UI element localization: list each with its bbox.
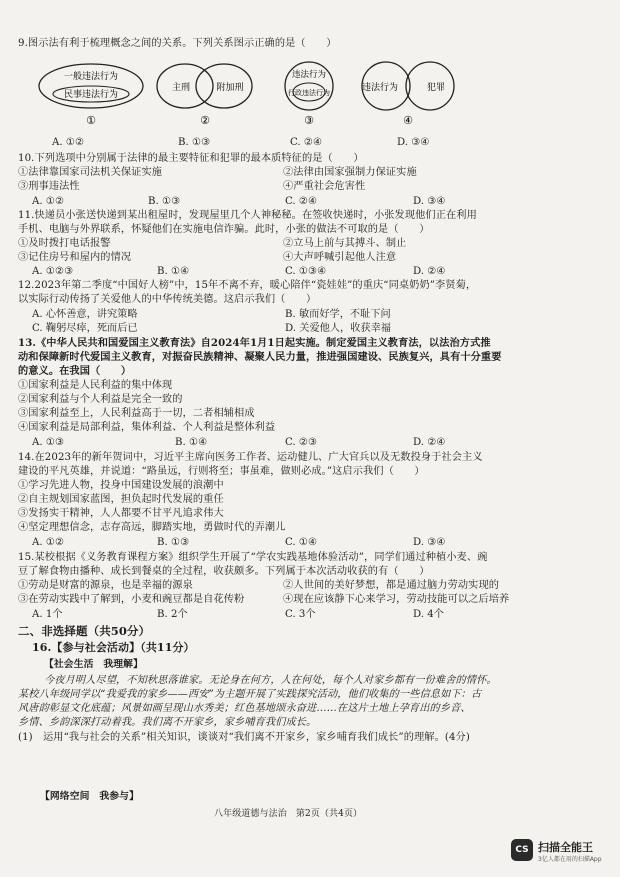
scanner-name: 扫描全能王 — [538, 841, 593, 854]
q11-item-3: ③记住房号和屋内的情况 — [18, 252, 132, 263]
q16-subquestion-1: (1) 运用“我与社会的关系”相关知识，谈谈对“我们离不开家乡，家乡哺育我们成长”的理解。(4分) — [18, 732, 470, 743]
q16-title: 16.【参与社会活动】（共11分） — [32, 641, 195, 654]
q14-line-1: 14.在2023年的新年贺词中，习近平主席向医务工作者、运动健儿、广大官兵以及无数投身于社会主义 — [18, 452, 483, 463]
q10-option-a[interactable]: A. ①② — [32, 196, 65, 207]
q16-paragraph-line-2: 某校八年级同学以“我爱我的家乡——西安”为主题开展了实践探究活动，他们收集的一些信息如下：古 — [18, 689, 482, 700]
q16-next-section: 【网络空间 我参与】 — [40, 791, 139, 802]
q11-line-1: 11.快递员小张送快递到某出租屋时，发现屋里几个人神秘秘。在签收快递时，小张发现他们正在利用 — [18, 210, 477, 221]
diagram-3-inner-label: 行政违法行为 — [288, 89, 330, 97]
q11-option-c[interactable]: C. ①③④ — [285, 266, 327, 277]
q16-paragraph-line-1: 今夜月明人尽望，不知秋思落谁家。无论身在何方，人在何处，每个人对家乡都有一份难舍的情怀。 — [44, 675, 497, 686]
q9-option-c[interactable]: C. ②④ — [290, 137, 323, 148]
q10-item-2: ②法律由国家强制力保证实施 — [283, 167, 417, 178]
q11-line-2: 手机、电脑与外界联系，怀疑他们在实施电信诈骗。此时，小张的做法不可取的是（ ） — [18, 224, 430, 235]
q11-option-a[interactable]: A. ①②③ — [32, 266, 74, 277]
diagram-2-right-label: 附加刑 — [216, 83, 244, 93]
diagram-3-number: ③ — [304, 114, 314, 127]
diagram-1-inner-label: 民事违法行为 — [63, 90, 119, 100]
q15-option-c[interactable]: C. 3个 — [285, 609, 316, 620]
q15-option-a[interactable]: A. 1个 — [32, 609, 63, 620]
q16-subtitle: 【社会生活 我理解】 — [44, 659, 143, 670]
q14-option-b[interactable]: B. ①③ — [157, 537, 190, 548]
q13-option-d[interactable]: D. ②④ — [413, 437, 446, 448]
q10-option-b[interactable]: B. ①③ — [148, 196, 181, 207]
q11-item-2: ②立马上前与其搏斗、制止 — [283, 238, 407, 249]
q13-line-1: 13.《中华人民共和国爱国主义教育法》自2024年1月1日起实施。制定爱国主义教育法，以法治方式推 — [18, 337, 491, 349]
q15-item-2: ②人世间的美好梦想，都是通过脑力劳动实现的 — [283, 580, 500, 591]
diagram-4-number: ④ — [403, 114, 413, 127]
q16-paragraph-line-3: 风唐韵彰显文化底蕴；风景如画呈现山水秀美；红色基地颂永奋进……在这片土地上孕育出的乡音、 — [18, 703, 471, 714]
q13-item-2: ②国家利益与个人利益是完全一致的 — [18, 394, 183, 405]
q10-option-d[interactable]: D. ③④ — [413, 196, 446, 207]
q9-option-b[interactable]: B. ①③ — [178, 137, 211, 148]
q13-option-b[interactable]: B. ①④ — [175, 437, 208, 448]
diagram-1-outer-label: 一般违法行为 — [63, 72, 119, 82]
q10-stem: 10.下列选项中分别属于法律的最主要特征和犯罪的最本质特征的是（ ） — [18, 153, 364, 164]
section-2-heading: 二、非选择题（共50分） — [18, 624, 151, 638]
q13-option-c[interactable]: C. ②③ — [285, 437, 318, 448]
q14-item-3: ③发扬实干精神，人人都要不甘平凡追求伟大 — [18, 508, 224, 519]
q11-item-4: ④大声呼喊引起他人注意 — [283, 252, 397, 263]
q15-item-4: ④现在应该静下心来学习，劳动技能可以之后培养 — [283, 594, 510, 605]
q15-line-2: 豆了解食物由播种、成长到餐桌的全过程，收获颇多。下列属于本次活动收获的有（ ） — [18, 566, 430, 577]
diagram-2 — [157, 64, 252, 127]
scanner-watermark — [511, 837, 606, 867]
q12-option-b[interactable]: B. 敏而好学，不耻下问 — [285, 309, 391, 320]
q10-item-3: ③刑事违法性 — [18, 181, 80, 192]
q10-item-1: ①法律靠国家司法机关保证实施 — [18, 167, 163, 178]
q15-item-3: ③在劳动实践中了解到，小麦和豌豆都是自花传粉 — [18, 594, 245, 605]
q13-item-3: ③国家利益至上，人民利益高于一切，二者相辅相成 — [18, 408, 255, 419]
q14-item-1: ①学习先进人物，投身中国建设发展的浪潮中 — [18, 480, 224, 491]
q11-option-b[interactable]: B. ①④ — [157, 266, 190, 277]
q9-stem: 9.图示法有利于梳理概念之间的关系。下列关系图示正确的是（ ） — [18, 38, 337, 49]
diagram-2-left-label: 主刑 — [171, 83, 191, 93]
q11-option-d[interactable]: D. ②④ — [413, 266, 446, 277]
scanner-tagline: 3亿人都在用的扫描App — [538, 856, 602, 863]
q11-item-1: ①及时拨打电话报警 — [18, 238, 111, 249]
q15-option-d[interactable]: D. 4个 — [413, 609, 444, 620]
q10-option-c[interactable]: C. ②④ — [285, 196, 318, 207]
diagram-4 — [362, 62, 454, 127]
q14-item-2: ②自主规划国家蓝图，担负起时代发展的重任 — [18, 494, 224, 505]
diagram-2-number: ② — [200, 114, 210, 127]
q12-line-1: 12.2023年第二季度“中国好人榜”中，15年不离不弃，暖心陪伴“瓷娃娃”的重庆“同桌奶奶”李贤菊， — [18, 280, 477, 291]
q9-option-d[interactable]: D. ③④ — [397, 137, 430, 148]
q15-item-1: ①劳动是财富的源泉，也是幸福的源泉 — [18, 580, 193, 591]
q10-item-4: ④严重社会危害性 — [283, 181, 366, 192]
diagram-1-number: ① — [86, 114, 96, 127]
q12-option-c[interactable]: C. 鞠躬尽瘁，死而后已 — [32, 323, 138, 334]
q13-option-a[interactable]: A. ①③ — [32, 437, 65, 448]
q15-line-1: 15.某校根据《义务教育课程方案》组织学生开展了“学农实践基地体验活动”，同学们通过种植小麦、豌 — [18, 552, 488, 563]
q13-item-4: ④国家利益是局部利益，集体利益、个人利益是整体利益 — [18, 422, 276, 433]
scanner-logo-icon: CS — [511, 839, 533, 861]
diagram-4-left-label: 违法行为 — [361, 83, 399, 93]
q14-line-2: 建设的平凡英雄，并说道：“路虽远，行则将至；事虽难，做则必成。”这启示我们（ ） — [18, 466, 425, 477]
q13-line-2: 动和保障新时代爱国主义教育，对振奋民族精神、凝聚人民力量，推进强国建设、民族复兴，具有十分重要 — [18, 351, 502, 363]
page-footer: 八年级道德与法治 第2页（共4页） — [214, 809, 363, 819]
q14-option-a[interactable]: A. ①② — [32, 537, 65, 548]
q14-item-4: ④坚定理想信念，志存高远，脚踏实地，勇做时代的弄潮儿 — [18, 522, 286, 533]
q12-line-2: 以实际行动传扬了关爱他人的中华传统美德。这启示我们（ ） — [18, 294, 317, 305]
diagram-1 — [39, 64, 143, 127]
q14-option-c[interactable]: C. ①④ — [285, 537, 318, 548]
q12-option-a[interactable]: A. 心怀善意，讲究策略 — [32, 309, 138, 320]
q14-option-d[interactable]: D. ③④ — [413, 537, 446, 548]
diagram-3-outer-label: 违法行为 — [291, 70, 327, 80]
q15-option-b[interactable]: B. 2个 — [157, 609, 188, 620]
diagram-3 — [285, 62, 333, 127]
q13-item-1: ①国家利益是人民利益的集中体现 — [18, 380, 173, 391]
q9-option-a[interactable]: A. ①② — [52, 137, 85, 148]
q16-paragraph-line-4: 乡情、乡韵深深打动着我。我们离不开家乡，家乡哺育我们成长。 — [18, 717, 317, 728]
q12-option-d[interactable]: D. 关爱他人，收获幸福 — [285, 323, 391, 334]
diagram-4-right-label: 犯罪 — [426, 83, 446, 93]
q13-line-3: 的意义。在我国（ ） — [18, 365, 132, 377]
